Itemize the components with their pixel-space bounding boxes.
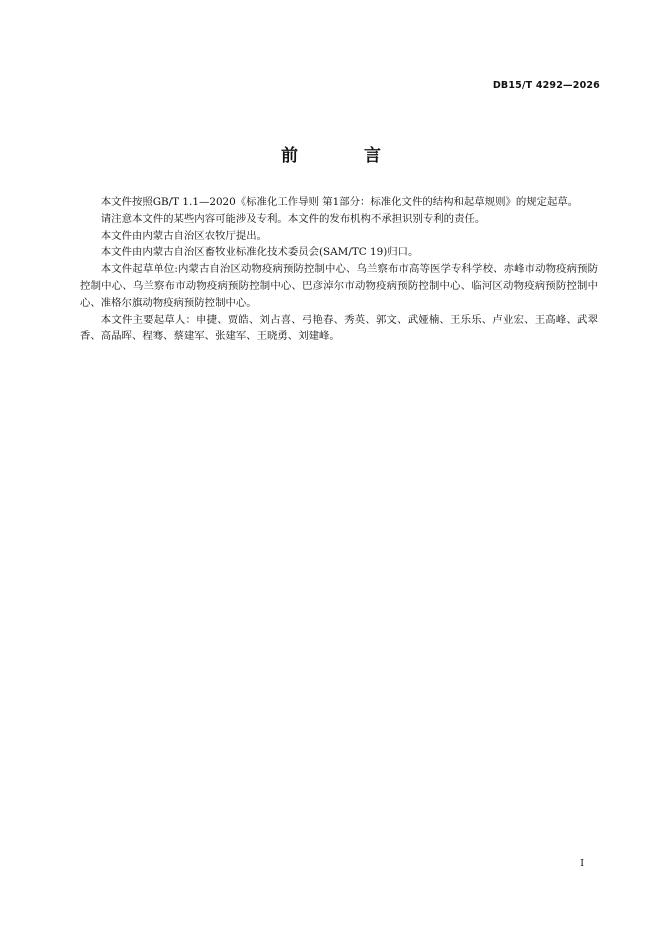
page-title: 前 言 — [281, 146, 411, 166]
paragraph-proposer: 本文件由内蒙古自治区农牧厅提出。 — [100, 229, 268, 242]
paragraph-drafters: 本文件主要起草人：申捷、贾皓、刘占喜、弓艳春、秀英、郭文、武娅楠、王乐乐、卢业宏、王高峰、武翠香、高晶晖、程骞、蔡建军、张建军、王晓勇、刘建峰。 — [80, 313, 598, 343]
paragraph-drafting-units: 本文件起草单位:内蒙古自治区动物疫病预防控制中心、乌兰察布市高等医学专科学校、赤峰市动物疫病预防控制中心、乌兰察布市动物疫病预防控制中心、巴彦淖尔市动物疫病预防控制中心、临河区动物疫病预防控制中心、准格尔旗动物疫病预防控制中心。 — [80, 263, 598, 309]
page-number: I — [580, 858, 584, 869]
paragraph-drafting-rules: 本文件按照GB/T 1.1—2020《标准化工作导则 第1部分：标准化文件的结构和起草规则》的规定起草。 — [100, 196, 579, 208]
foreword-body — [80, 194, 598, 345]
document-code: DB15/T 4292—2026 — [492, 80, 600, 91]
paragraph-patent-notice: 请注意本文件的某些内容可能涉及专利。本文件的发布机构不承担识别专利的责任。 — [100, 212, 486, 225]
paragraph-committee: 本文件由内蒙古自治区畜牧业标准化技术委员会(SAM/TC 19)归口。 — [100, 246, 419, 259]
